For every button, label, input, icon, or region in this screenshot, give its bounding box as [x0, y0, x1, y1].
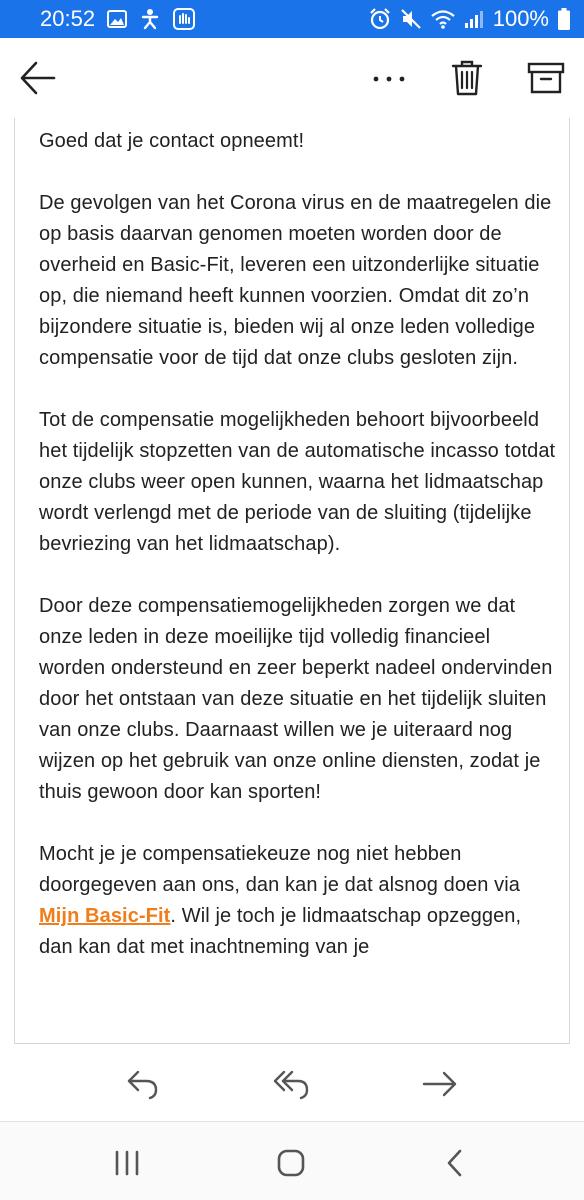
battery-percent: 100% — [492, 6, 549, 31]
back-nav-icon — [435, 1148, 475, 1178]
email-body — [14, 118, 570, 1044]
delete-button[interactable] — [450, 58, 484, 98]
email-paragraph: Tot de compensatie mogelijkheden behoort bijvoorbeeld het tijdelijk stopzetten van de automatische incasso totdat onze clubs weer open kunnen, waarna het lidmaatschap wordt verlengd met de periode van de sluiting (tijdelijke bevriezing van het lidmaatschap). — [39, 409, 556, 555]
recent-apps-button[interactable] — [107, 1148, 147, 1178]
email-toolbar — [0, 38, 584, 118]
back-arrow-icon — [18, 58, 58, 98]
alarm-icon — [369, 8, 391, 30]
gallery-icon — [107, 10, 127, 28]
status-time: 20:52 — [40, 6, 96, 31]
email-paragraph: Door deze compensatiemogelijkheden zorgen we dat onze leden in deze moeilijke tijd volledig financieel worden ondersteund en zeer beperkt nadeel ondervinden door het ontstaan van deze situatie en het tijdelijk sluiten van onze clubs. Daarnaast willen we je uiteraard nog wijzen op het gebruik van onze online diensten, zodat je thuis gewoon door kan sporten! — [39, 595, 553, 803]
email-paragraph: De gevolgen van het Corona virus en de maatregelen die op basis daarvan genomen moeten worden door de overheid en Basic-Fit, leveren een uitzonderlijke situatie op, die niemand heeft kunnen voorzien. Omdat dit zo’n bijzondere situatie is, bieden wij al onze leden volledige compensatie voor de tijd dat onze clubs gesloten zijn. — [39, 192, 552, 369]
home-icon — [271, 1148, 311, 1178]
reply-icon — [124, 1068, 164, 1100]
back-button[interactable] — [18, 58, 58, 98]
email-paragraph-text: Mocht je je compensatiekeuze nog niet hebben doorgegeven aan ons, dan kan je dat alsnog doen via — [39, 843, 521, 896]
trash-icon — [450, 58, 484, 98]
reply-action-bar — [0, 1044, 584, 1122]
hand-badge-icon — [173, 8, 195, 30]
mute-icon — [400, 8, 422, 30]
more-icon — [368, 60, 412, 96]
back-nav-button[interactable] — [435, 1148, 475, 1178]
reply-all-button[interactable] — [272, 1068, 312, 1100]
more-options-button[interactable] — [368, 60, 412, 96]
mijn-basic-fit-link[interactable]: Mijn Basic-Fit — [39, 905, 171, 927]
battery-icon — [558, 8, 570, 30]
forward-button[interactable] — [420, 1068, 460, 1100]
wifi-icon — [431, 9, 455, 29]
signal-icon — [464, 9, 484, 29]
reply-all-icon — [272, 1068, 312, 1100]
accessibility-icon — [139, 8, 161, 30]
reply-button[interactable] — [124, 1068, 164, 1100]
home-button[interactable] — [271, 1148, 311, 1178]
archive-button[interactable] — [527, 58, 565, 96]
email-paragraph-text: . Wil je toch je lidmaatschap opzeggen, dan kan dat met inachtneming van je — [39, 905, 522, 958]
forward-icon — [420, 1068, 460, 1100]
system-nav-bar — [0, 1122, 584, 1200]
email-text — [15, 118, 569, 963]
email-greeting: Goed dat je contact opneemt! — [39, 130, 305, 152]
status-bar — [0, 0, 584, 38]
archive-icon — [527, 58, 565, 96]
recent-apps-icon — [107, 1148, 147, 1178]
email-paragraph — [39, 839, 557, 963]
